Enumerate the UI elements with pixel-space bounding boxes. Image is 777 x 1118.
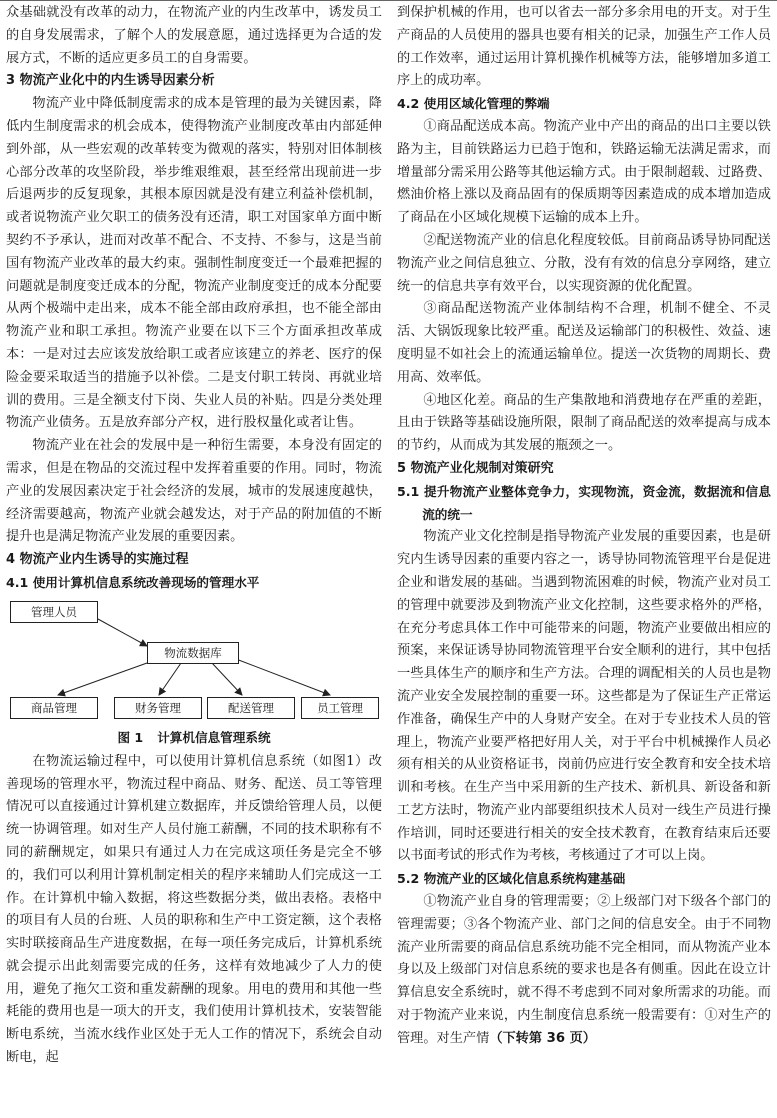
- paragraph-5-1: 物流产业文化控制是指导物流产业发展的重要因素，也是研究内生诱导因素的重要内容之一，诱导协同物流管理平台是促进企业和谐发展的基础。当遇到物流困难的时候，物流产业对员工的管理中就要涉及到物流产业文化控制，这些要求格外的严格，在充分考虑具体工作中可能带来的问题，物流产业要做出相应的预案，来保证诱导协同物流管理平台安全顺利的进行，其中包括一些具体生产的顺序和生产方法。合理的调配相关的人员也是物流产业安全发展控制的重要一环。这些都是为了保证生产正常运作准备，确保生产中的人身财产安全。在对于专业技术人员的管理上，物流产业要严格把好用人关，对于平台中机械操作人员必须有相关的从业资格证书，岗前仍应进行安全教育和安全技术培训和考核。在生产当中采用新的生产技术、新机具、新设备和新工艺方法时，物流产业内部要组织技术人员对一线生产员进行操作培训，同时还要进行相关的安全技术教育，在教育结束后还要以书面考试的形式作为考核，考核通过了才可以上岗。: [397, 529, 771, 864]
- paragraph-intro: 众基础就没有改革的动力，在物流产业的内生改革中，诱发员工的自身发展需求，了解个人的发展意愿，通过选择更为合适的发展方式，不断的适应更多员工的自身需要。: [6, 5, 382, 66]
- node-admin: 管理人员: [10, 601, 98, 623]
- section-4-1-heading: 4.1 使用计算机信息系统改善现场的管理水平: [6, 574, 260, 590]
- page-top-rule: [0, 0, 777, 1]
- figure-1: [6, 599, 382, 751]
- node-finance: 财务管理: [114, 697, 202, 719]
- paragraph-5-2: [397, 891, 771, 1051]
- section-5-2-heading: 5.2 物流产业的区域化信息系统构建基础: [397, 871, 626, 887]
- paragraph-3-1: 物流产业中降低制度需求的成本是管理的最为关键因素，降低内生制度需求的机会成本，使得物流产业制度改革由内部延伸到外部，从一些宏观的改革转变为微观的落实，特别对旧体制核心部分改革的攻坚阶段，举步维艰维艰，甚至经常出现前进一步后退两步的反复现象，其根本原因就是没有建立利益补偿机制，或者说物流产业欠职工的债务没有还清，职工对国家单方面中断契约不予承认，进而对改革不配合、不支持、不参与，这是当前国有物流产业改革的最大约束。强制性制度变迁一个最难把握的问题就是制度变迁成本的分配，物流产业制度变迁的成本分配要从两个极端中走出来，成本不能全部由政府承担，也不能全部由物流产业和职工承担。物流产业要在以下三个方面承担改革成本：一是对过去应该发放给职工或者应该建立的养老、医疗的保险金要采取适当的措施予以补偿。二是支付职工转岗、再就业培训的费用。三是全额支付下岗、失业人员的补贴。四是分类处理物流产业债务。五是放弃部分产权，进行股权量化或者让售。: [6, 96, 382, 431]
- arrow-db-to-staff: [236, 659, 330, 695]
- figure-caption: [6, 727, 382, 750]
- paragraph-4-2-1: ①商品配送成本高。物流产业中产出的商品的出口主要以铁路为主，目前铁路运力已趋于饱和，铁路运输无法满足需求，而增量部分需采用公路等其他运输方式。由于限制超载、过路费、燃油价格上涨以及商品固有的保质期等因素造成的成本增加造成了商品在小区域化规模下运输的成本上升。: [397, 118, 771, 226]
- left-column: [6, 2, 382, 1070]
- paragraph-4-2-3: ③商品配送物流产业体制结构不合理，机制不健全、不灵活、大锅饭现象比较严重。配送及运输部门的积极性、效益、速度明显不如社会上的流通运输单位。提送一次货物的周期长、费用高、效率低。: [397, 301, 771, 385]
- section-3-heading: 3 物流产业化中的内生诱导因素分析: [6, 73, 215, 89]
- paragraph-4-2-4: ④地区化差。商品的生产集散地和消费地存在严重的差距，且由于铁路等基础设施所限，限制了商品配送的效率提高与成本的节约，从而成为其发展的瓶颈之一。: [397, 392, 771, 454]
- section-4-heading: 4 物流产业内生诱导的实施过程: [6, 552, 189, 568]
- paragraph-4-2-2: ②配送物流产业的信息化程度较低。目前商品诱导协同配送物流产业之间信息独立、分散，没有有效的信息分享网络，建立统一的信息共享有效平台，以实现资源的优化配置。: [397, 232, 771, 294]
- right-column: [397, 2, 771, 1051]
- section-5-heading: 5 物流产业化规制对策研究: [397, 460, 554, 476]
- node-delivery: 配送管理: [207, 697, 295, 719]
- paragraph-4-1: 在物流运输过程中，可以使用计算机信息系统（如图1）改善现场的管理水平，物流过程中商品、财务、配送、员工等管理情况可以直接通过计算机建立数据库，并反馈给管理人员，以便统一协调管理。如对生产人员付施工薪酬，不同的技术职称有不同的薪酬规定，如果只有通过人力在完成这项任务是完全不够的，我们可以利用计算机制定相关的程序来辅助人们完成这一工作。在计算机中输入数据，将这些数据分类，做出表格。表格中的项目有人员的台班、人员的职称和生产中工资定额，这个表格实时联接商品生产进度数据，在每一项任务完成后，计算机系统就会提示出此刻需要完成的任务，这样有效地减少了人力的使用，避免了拖欠工资和重发薪酬的现象。用电的费用和其他一些耗能的费用也是一项大的开支，我们使用计算机技术，安装智能断电系统，当流水线作业区处于无人工作的情况下，系统会自动断电，起: [6, 753, 382, 1066]
- arrow-db-to-finance: [159, 663, 181, 695]
- figure-caption-text: 计算机信息管理系统: [157, 729, 271, 745]
- paragraph-3-2: 物流产业在社会的发展中是一种衍生需要，本身没有固定的需求，但是在物品的交流过程中发挥着重要的作用。同时，物流产业的发展因素决定于社会经济的发展，城市的发展速度越快，经济需要越高，物流产业就会越发达，对于产品的附加值的不断提升也是满足物流产业发展的重要因素。: [6, 438, 382, 545]
- section-4-2-heading: 4.2 使用区域化管理的弊端: [397, 96, 550, 112]
- paragraph-5-2-text: ①物流产业自身的管理需要；②上级部门对下级各个部门的管理需要；③各个物流产业、部门之间的信息安全。由于不同物流产业所需要的商品信息系统功能不完全相同，而从物流产业本身以及上级部门对信息系统的要求也是各有侧重。因此在设立计算信息安全系统时，就不得不考虑到不同对象所需求的功能。而对于物流产业来说，内生制度信息系统一般需要有：①对生产的管理。对生产情: [397, 894, 771, 1046]
- node-staff: 员工管理: [301, 697, 379, 719]
- continued-on-page-note: （下转第 36 页）: [489, 1030, 596, 1046]
- paragraph-continued: 到保护机械的作用，也可以省去一部分多余用电的开支。对于生产商品的人员使用的器具也要有相关的记录，加强生产工作人员的工作效率，通过运用计算机操作机械等方法，能够增加多道工序上的成功率。: [397, 5, 771, 89]
- arrow-admin-to-db: [98, 619, 147, 646]
- arrow-db-to-goods: [58, 663, 147, 695]
- arrow-db-to-delivery: [212, 663, 242, 695]
- node-goods: 商品管理: [10, 697, 98, 719]
- node-database: 物流数据库: [147, 642, 239, 664]
- section-5-1-heading: 5.1 提升物流产业整体竞争力，实现物流，资金流，数据流和信息流的统一: [397, 483, 771, 522]
- figure-caption-number: 图 1: [117, 729, 144, 745]
